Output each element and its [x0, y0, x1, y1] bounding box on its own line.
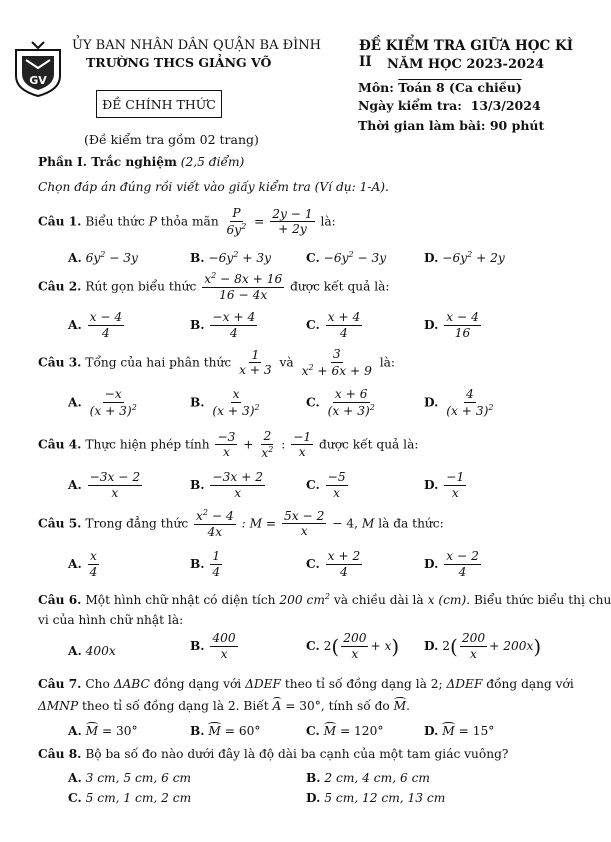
q5-option-d[interactable]: D. $\frac{x - 2}{4}$ [424, 549, 479, 579]
q5-stem: Câu 5. Trong đẳng thức $\frac{x^2 - 4}{4x}$ : M = $\frac{5x - 2}{x}$ − 4, M là đa thức: [38, 508, 444, 539]
q1-option-a[interactable]: A. $6y^2 - 3y$ [68, 250, 138, 266]
q2-option-b[interactable]: B. $\frac{-x + 4}{4}$ [190, 310, 256, 340]
q4-option-c[interactable]: C. $\frac{-5}{x}$ [306, 470, 346, 500]
q6-stem-line2: vi của hình chữ nhật là: [38, 613, 184, 627]
part1-title: Phần I. Trắc nghiệm (2,5 điểm) [38, 155, 245, 169]
q8-option-a[interactable]: A. 3 cm, 5 cm, 6 cm [68, 771, 192, 785]
q3-option-d[interactable]: D. $\frac{4}{(x + 3)^2}$ [424, 387, 494, 418]
q4-option-b[interactable]: B. $\frac{-3x + 2}{x}$ [190, 470, 263, 500]
official-label: ĐỀ CHÍNH THỨC [102, 96, 216, 112]
q3-option-c[interactable]: C. $\frac{x + 6}{(x + 3)^2}$ [306, 387, 375, 418]
q6-option-c[interactable]: C. 2( $\frac{200}{x}$ + x) [306, 631, 400, 661]
q7-option-d[interactable]: D. M = 15° [424, 724, 495, 738]
q4-stem: Câu 4. Thực hiện phép tính $\frac{-3}{x}$ + $\frac{2}{x^2}$ : $\frac{-1}{x}$ được kết quả là: [38, 429, 419, 460]
q7-stem: Câu 7. Cho ΔABC đồng dạng với ΔDEF theo tỉ số đồng dạng là 2; ΔDEF đồng dạng với [38, 677, 574, 691]
svg-text:GV: GV [29, 74, 47, 87]
q3-option-b[interactable]: B. $\frac{x}{(x + 3)^2}$ [190, 387, 260, 418]
q1-option-c[interactable]: C. $-6y^2 - 3y$ [306, 250, 387, 266]
time-line: Thời gian làm bài: 90 phút [358, 118, 545, 133]
q1-option-d[interactable]: D. $-6y^2 + 2y$ [424, 250, 505, 266]
q1-frac-left: $\frac{P}{6y^2}$ [226, 206, 247, 237]
official-box [96, 90, 222, 118]
subject-value: Toán 8 (Ca chiều) [398, 80, 522, 95]
q1-frac-right: $\frac{2y - 1}{+ 2y}$ [272, 206, 313, 237]
q3-option-a[interactable]: A. $\frac{-x}{(x + 3)^2}$ [68, 387, 137, 418]
q7-stem-line2: ΔMNP theo tỉ số đồng dạng là 2. Biết A = 30°, tính số đo M. [38, 699, 410, 713]
q5-option-b[interactable]: B. $\frac{1}{4}$ [190, 549, 221, 579]
q4-option-d[interactable]: D. $\frac{-1}{x}$ [424, 470, 465, 500]
q8-option-b[interactable]: B. 2 cm, 4 cm, 6 cm [306, 771, 430, 785]
q6-option-b[interactable]: B. $\frac{400}{x}$ [190, 631, 236, 661]
q5-option-a[interactable]: A. $\frac{x}{4}$ [68, 549, 98, 579]
q8-option-c[interactable]: C. 5 cm, 1 cm, 2 cm [68, 791, 192, 805]
q7-option-b[interactable]: B. M = 60° [190, 724, 261, 738]
q7-option-c[interactable]: C. M = 120° [306, 724, 384, 738]
school-year: NĂM HỌC 2023-2024 [387, 57, 545, 72]
q2-option-a[interactable]: A. $\frac{x - 4}{4}$ [68, 310, 123, 340]
q3-frac-1: $\frac{1}{x + 3}$ [239, 347, 272, 378]
q6-stem: Câu 6. Một hình chữ nhật có diện tích 200 $cm^2$ và chiều dài là x (cm). Biểu thức biểu thị chu [38, 592, 611, 608]
part1-instruction: Chọn đáp án đúng rồi viết vào giấy kiểm tra (Ví dụ: 1-A). [38, 180, 389, 194]
q1-option-b[interactable]: B. $-6y^2 + 3y$ [190, 250, 271, 266]
q6-option-d[interactable]: D. 2( $\frac{200}{x}$ + 200x) [424, 631, 542, 661]
q2-stem: Câu 2. Rút gọn biểu thức $\frac{x^2 - 8x + 16}{16 - 4x}$ được kết quả là: [38, 271, 390, 302]
q5-option-c[interactable]: C. $\frac{x + 2}{4}$ [306, 549, 361, 579]
q3-stem: Câu 3. Tổng của hai phân thức $\frac{1}{x + 3}$ và $\frac{3}{x^2 + 6x + 9}$ là: [38, 347, 396, 378]
school-name: TRƯỜNG THCS GIẢNG VÕ [86, 55, 272, 70]
exam-title: ĐỀ KIỂM TRA GIỮA HỌC KÌ II [359, 38, 574, 70]
q8-stem: Câu 8. Bộ ba số đo nào dưới đây là độ dài ba cạnh của một tam giác vuông? [38, 747, 509, 761]
q2-option-c[interactable]: C. $\frac{x + 4}{4}$ [306, 310, 361, 340]
q2-option-d[interactable]: D. $\frac{x - 4}{16}$ [424, 310, 479, 340]
school-logo [12, 40, 64, 98]
subject-line: Môn: Toán 8 (Ca chiều) [358, 80, 522, 95]
date-line: Ngày kiểm tra: 13/3/2024 [358, 98, 541, 113]
q2-frac: $\frac{x^2 - 8x + 16}{16 - 4x}$ [204, 271, 283, 302]
ubnd-heading: ỦY BAN NHÂN DÂN QUẬN BA ĐÌNH [72, 38, 321, 53]
pages-note: (Đề kiểm tra gồm 02 trang) [84, 132, 259, 147]
q7-option-a[interactable]: A. M = 30° [68, 724, 138, 738]
q6-option-a[interactable]: A. 400x [68, 644, 116, 658]
q1-stem: Câu 1. Biểu thức P thỏa mãn $\frac{P}{6y^2}$ = $\frac{2y - 1}{+ 2y}$ là: [38, 206, 336, 237]
q3-frac-2: $\frac{3}{x^2 + 6x + 9}$ [301, 347, 372, 378]
q8-option-d[interactable]: D. 5 cm, 12 cm, 13 cm [306, 791, 446, 805]
q4-option-a[interactable]: A. $\frac{-3x - 2}{x}$ [68, 470, 141, 500]
